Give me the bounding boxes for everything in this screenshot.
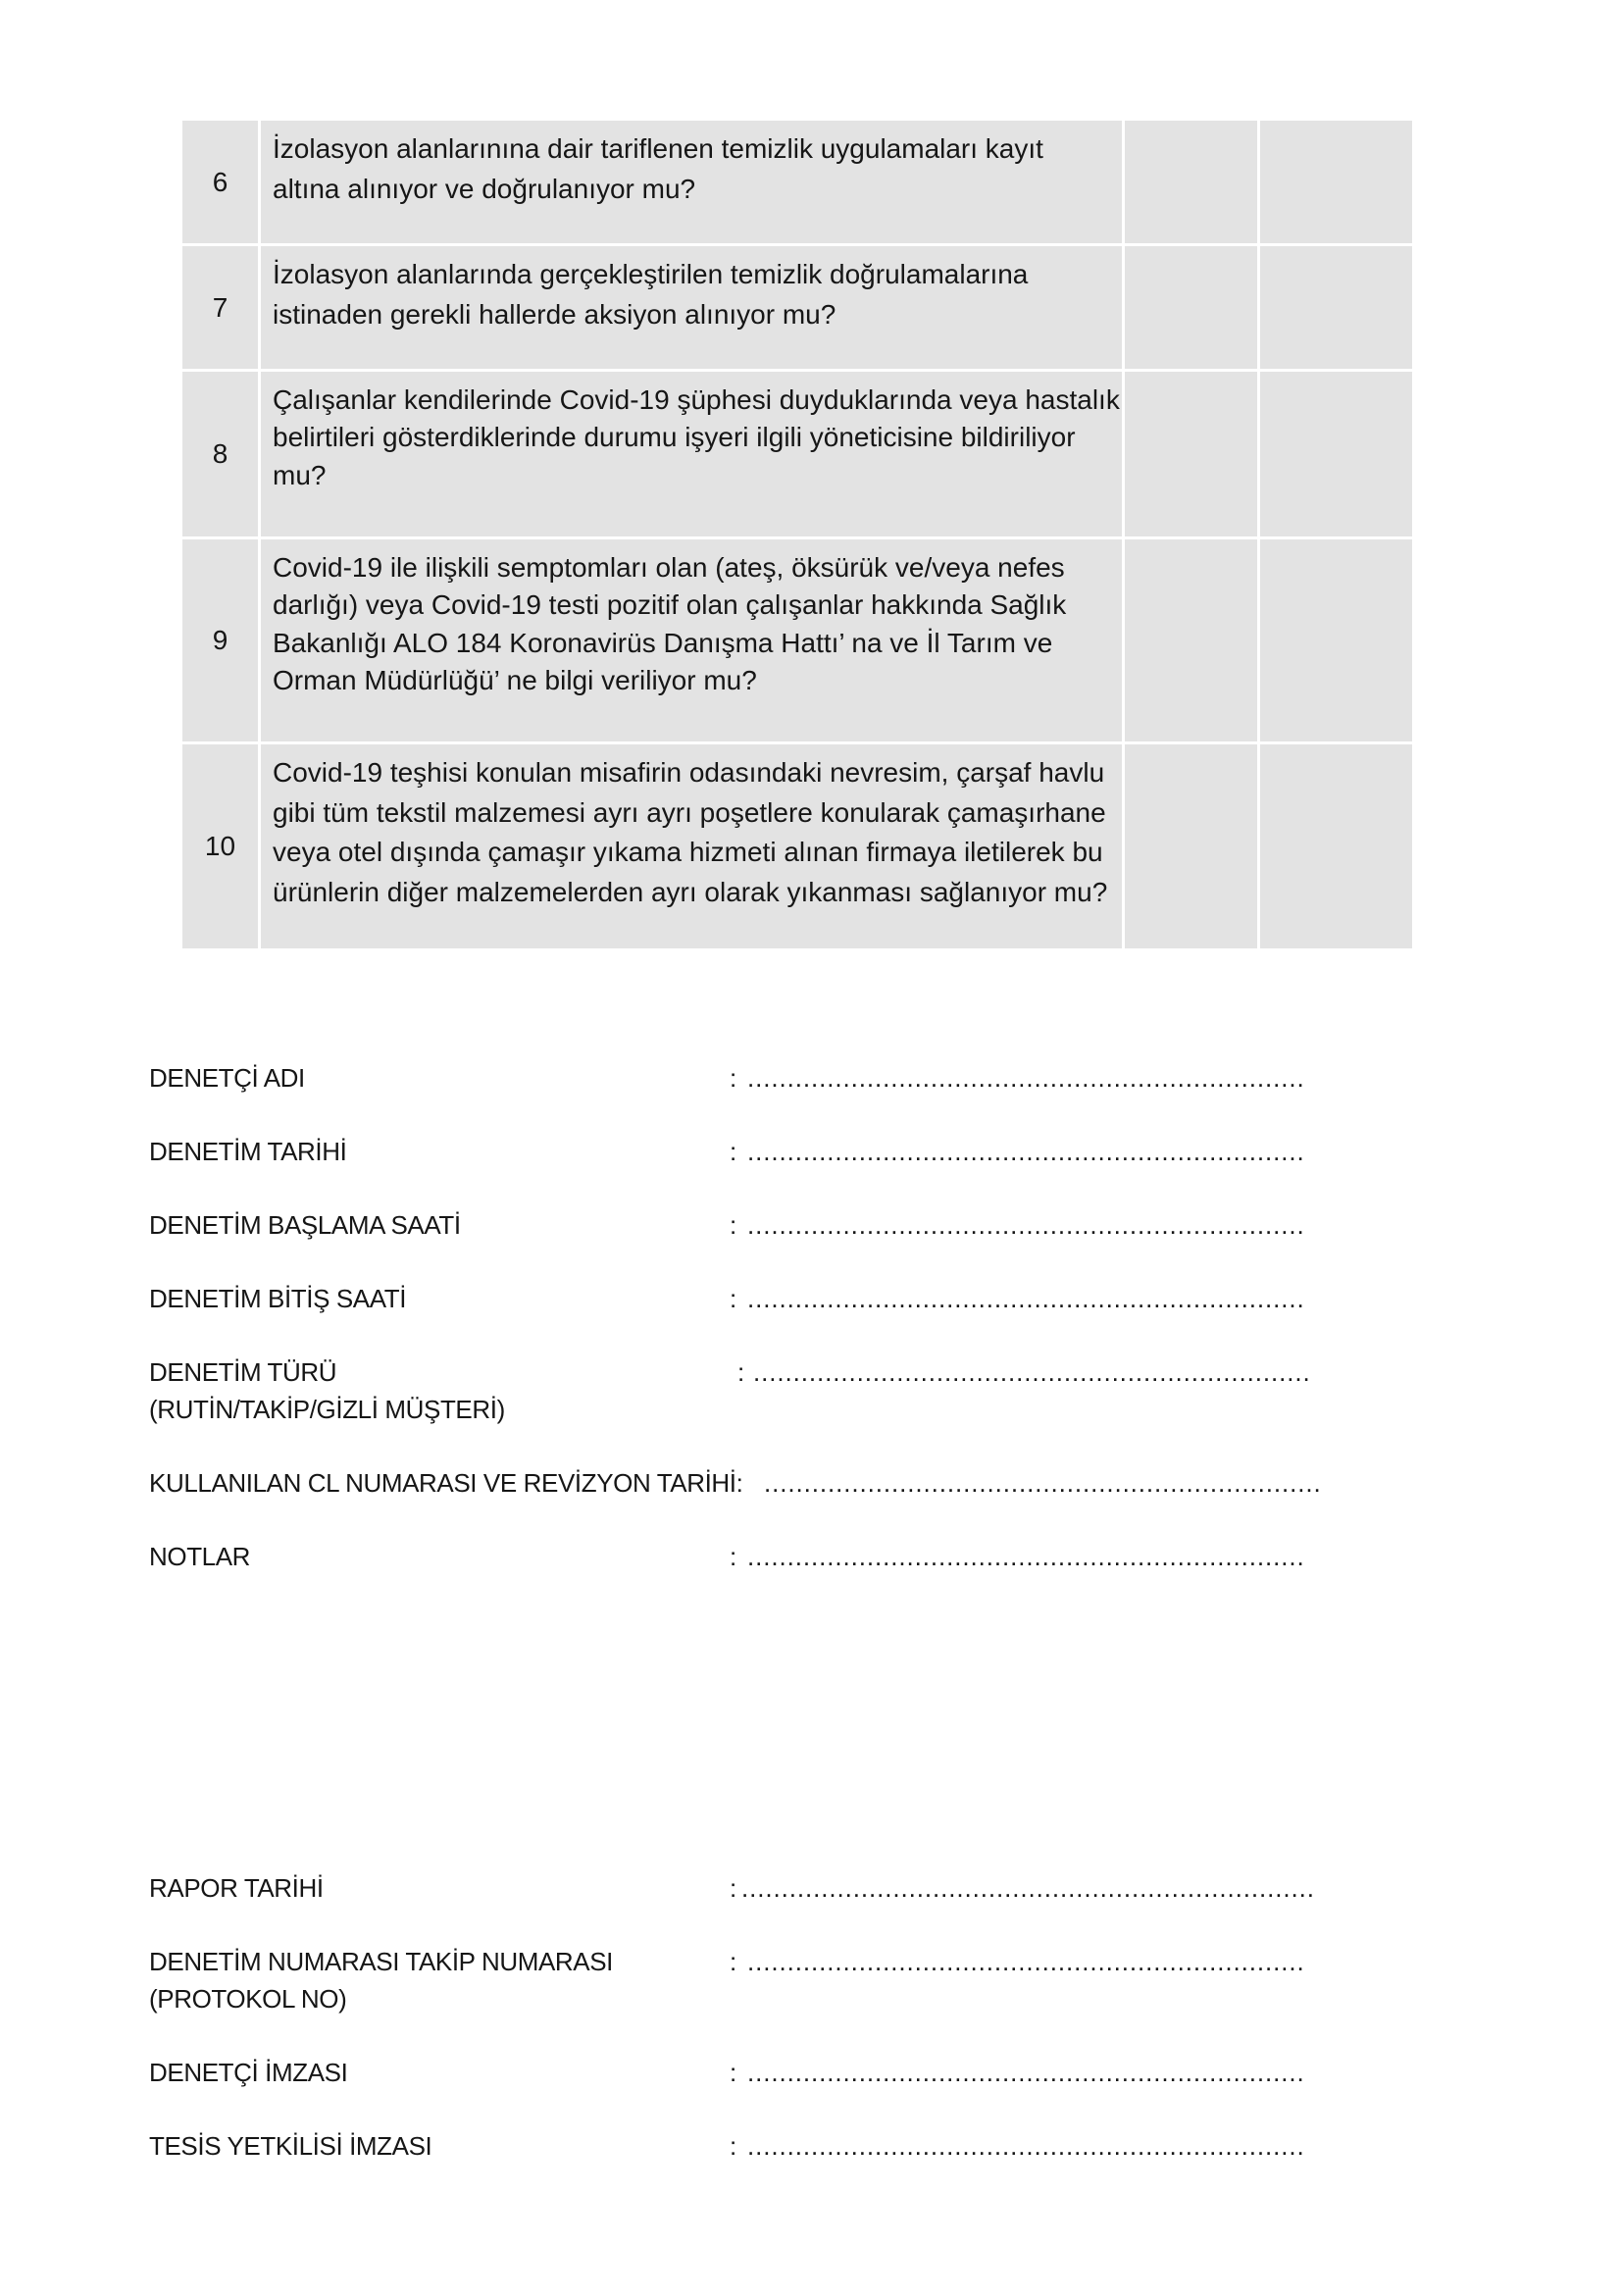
item-question: [261, 539, 1122, 741]
item-question: [261, 372, 1122, 536]
field-label: NOTLAR: [149, 1542, 251, 1571]
field-label: [149, 1353, 505, 1428]
field-inspector-signature: [0, 2054, 1621, 2091]
table-row: [182, 744, 1412, 948]
answer-cell-2: [1260, 744, 1412, 948]
field-blank-line: ......................................................................: [747, 1284, 1305, 1313]
field-colon: :: [737, 1357, 744, 1387]
question-line: Çalışanlar kendilerinde Covid-19 şüphesi duyduklarında veya hastalık: [273, 384, 1120, 415]
question-line: İzolasyon alanlarında gerçekleştirilen temizlik doğrulamalarına: [273, 259, 1029, 289]
field-label: DENETİM BAŞLAMA SAATİ: [149, 1210, 461, 1240]
field-blank-line: ......................................................................: [747, 1137, 1305, 1166]
answer-cell-1: [1125, 744, 1257, 948]
question-line: veya otel dışında çamaşır yıkama hizmeti alınan firmaya iletilerek bu: [273, 837, 1103, 867]
field-label-line: DENETİM NUMARASI TAKİP NUMARASI: [149, 1947, 614, 1976]
answer-cell-1: [1125, 121, 1257, 243]
field-label-line: DENETİM TÜRÜ: [149, 1357, 337, 1387]
field-audit-type: [0, 1353, 1621, 1428]
question-line: İzolasyon alanlarınına dair tariflenen temizlik uygulamaları kayıt: [273, 133, 1043, 164]
field-label: DENETİM BİTİŞ SAATİ: [149, 1284, 407, 1313]
question-line: altına alınıyor ve doğrulanıyor mu?: [273, 173, 696, 204]
field-tracking-number: [0, 1943, 1621, 2017]
item-number: 8: [182, 372, 258, 536]
field-audit-date: [0, 1133, 1621, 1170]
field-label: RAPOR TARİHİ: [149, 1873, 324, 1903]
field-colon: :: [730, 1542, 736, 1571]
field-colon: :: [730, 1063, 736, 1093]
field-inspector-name: [0, 1059, 1621, 1097]
table-row: [182, 539, 1412, 741]
field-blank-line: ......................................................................: [764, 1468, 1322, 1498]
field-label-line: (RUTİN/TAKİP/GİZLİ MÜŞTERİ): [149, 1395, 505, 1424]
field-colon: :: [730, 2058, 736, 2087]
field-label-line: (PROTOKOL NO): [149, 1984, 347, 2014]
field-colon: :: [730, 1210, 736, 1240]
table-row: [182, 246, 1412, 369]
question-line: Orman Müdürlüğü’ ne bilgi veriliyor mu?: [273, 664, 757, 695]
field-colon: :: [730, 1137, 736, 1166]
item-question: [261, 246, 1122, 369]
question-line: belirtileri gösterdiklerinde durumu işyeri ilgili yöneticisine bildiriliyor: [273, 422, 1076, 453]
question-line: darlığı) veya Covid-19 testi pozitif olan çalışanlar hakkında Sağlık: [273, 589, 1067, 621]
answer-cell-2: [1260, 121, 1412, 243]
answer-cell-2: [1260, 372, 1412, 536]
answer-cell-1: [1125, 246, 1257, 369]
item-number: 6: [182, 121, 258, 243]
field-report-date: [0, 1869, 1621, 1907]
field-colon: :: [730, 1284, 736, 1313]
question-line: mu?: [273, 459, 327, 490]
field-label: DENETÇİ İMZASI: [149, 2058, 348, 2087]
answer-cell-2: [1260, 246, 1412, 369]
question-line: Covid-19 ile ilişkili semptomları olan (ateş, öksürük ve/veya nefes: [273, 552, 1065, 583]
field-blank-line: ........................................................................: [741, 1873, 1315, 1903]
field-checklist-number: [0, 1464, 1621, 1502]
question-line: Covid-19 teşhisi konulan misafirin odasındaki nevresim, çarşaf havlu: [273, 757, 1105, 788]
field-blank-line: ......................................................................: [753, 1357, 1311, 1387]
question-line: Bakanlığı ALO 184 Koronavirüs Danışma Hattı’ na ve İl Tarım ve: [273, 627, 1053, 658]
field-label: DENETÇİ ADI: [149, 1063, 305, 1093]
table-row: [182, 121, 1412, 243]
field-label: [149, 1943, 613, 2017]
item-number: 9: [182, 539, 258, 741]
answer-cell-2: [1260, 539, 1412, 741]
field-facility-signature: [0, 2127, 1621, 2165]
answer-cell-1: [1125, 539, 1257, 741]
field-label: TESİS YETKİLİSİ İMZASI: [149, 2131, 432, 2161]
field-colon: :: [730, 2131, 736, 2161]
field-blank-line: ......................................................................: [747, 1063, 1305, 1093]
question-line: gibi tüm tekstil malzemesi ayrı ayrı poşetlere konularak çamaşırhane: [273, 796, 1106, 828]
field-label: DENETİM TARİHİ: [149, 1137, 347, 1166]
field-end-time: [0, 1280, 1621, 1317]
field-blank-line: ......................................................................: [747, 2058, 1305, 2087]
field-colon: :: [730, 1947, 736, 1976]
field-notes: [0, 1538, 1621, 1575]
checklist-table: [182, 121, 1412, 948]
question-line: ürünlerin diğer malzemelerden ayrı olarak yıkanması sağlanıyor mu?: [273, 876, 1108, 907]
question-line: istinaden gerekli hallerde aksiyon alınıyor mu?: [273, 298, 836, 330]
item-number: 7: [182, 246, 258, 369]
item-question: [261, 121, 1122, 243]
item-number: 10: [182, 744, 258, 948]
field-blank-line: ......................................................................: [747, 1210, 1305, 1240]
field-blank-line: ......................................................................: [747, 1947, 1305, 1976]
item-question: [261, 744, 1122, 948]
field-blank-line: ......................................................................: [747, 2131, 1305, 2161]
field-colon: :: [730, 1873, 736, 1903]
field-blank-line: ......................................................................: [747, 1542, 1305, 1571]
table-row: [182, 372, 1412, 536]
field-start-time: [0, 1206, 1621, 1244]
field-label: KULLANILAN CL NUMARASI VE REVİZYON TARİHİ:: [149, 1468, 743, 1498]
answer-cell-1: [1125, 372, 1257, 536]
